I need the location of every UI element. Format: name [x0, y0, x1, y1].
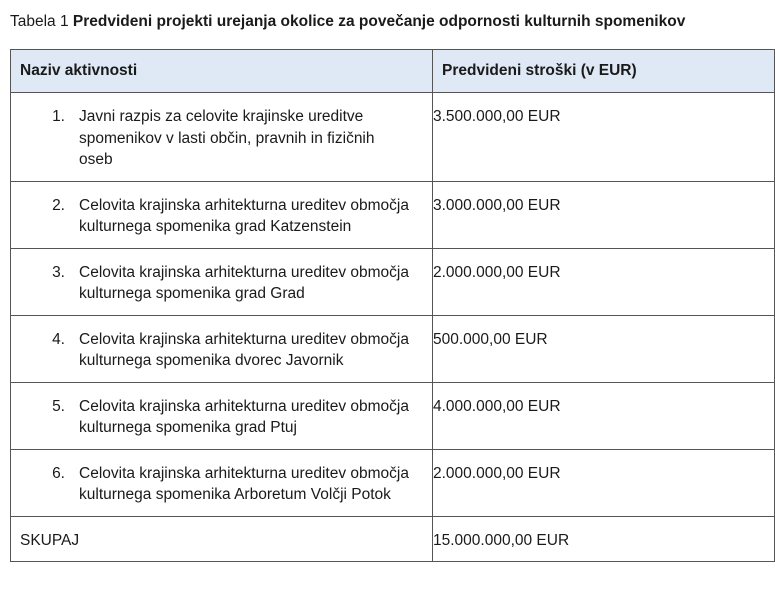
row-number: 3. [52, 263, 65, 281]
activity-text: Celovita krajinska arhitekturna ureditev območja kulturnega spomenika grad Katzenstein [79, 196, 409, 235]
row-number: 6. [52, 464, 65, 482]
activity-text: Celovita krajinska arhitekturna ureditev območja kulturnega spomenika dvorec Javornik [79, 330, 409, 369]
table-row [11, 382, 775, 449]
table-header-row [11, 50, 775, 93]
activity-text: Celovita krajinska arhitekturna ureditev območja kulturnega spomenika grad Grad [79, 263, 409, 302]
table-row [11, 248, 775, 315]
table-caption [10, 12, 685, 32]
row-number: 4. [52, 330, 65, 348]
activity-text: Javni razpis za celovite krajinske ureditve spomenikov v lasti občin, pravnih in fizičnih oseb [79, 108, 375, 168]
total-row [11, 516, 775, 562]
activity-text: Celovita krajinska arhitekturna ureditev območja kulturnega spomenika grad Ptuj [79, 397, 409, 436]
table-row [11, 315, 775, 382]
cost-cell: 4.000.000,00 EUR [433, 382, 775, 449]
activity-cell [11, 248, 433, 315]
activity-cell [11, 315, 433, 382]
cost-cell: 2.000.000,00 EUR [433, 449, 775, 516]
total-cost: 15.000.000,00 EUR [433, 516, 775, 562]
activity-cell [11, 449, 433, 516]
cost-table [10, 49, 775, 562]
activity-cell [11, 93, 433, 182]
activity-text: Celovita krajinska arhitekturna ureditev območja kulturnega spomenika Arboretum Volčji Potok [79, 464, 409, 503]
activity-cell [11, 181, 433, 248]
column-header-cost: Predvideni stroški (v EUR) [433, 50, 775, 93]
total-label: SKUPAJ [11, 516, 433, 562]
table-row [11, 181, 775, 248]
caption-title: Predvideni projekti urejanja okolice za povečanje odpornosti kulturnih spomenikov [72, 13, 686, 30]
row-number: 1. [52, 108, 65, 125]
column-header-activity: Naziv aktivnosti [11, 50, 433, 93]
caption-label: Tabela 1 [10, 13, 69, 30]
table-row [11, 449, 775, 516]
cost-cell: 2.000.000,00 EUR [433, 248, 775, 315]
table-row [11, 93, 775, 182]
cost-cell: 3.500.000,00 EUR [433, 93, 775, 182]
row-number: 2. [52, 196, 65, 214]
activity-cell [11, 382, 433, 449]
cost-cell: 3.000.000,00 EUR [433, 181, 775, 248]
row-number: 5. [52, 397, 65, 415]
cost-cell: 500.000,00 EUR [433, 315, 775, 382]
